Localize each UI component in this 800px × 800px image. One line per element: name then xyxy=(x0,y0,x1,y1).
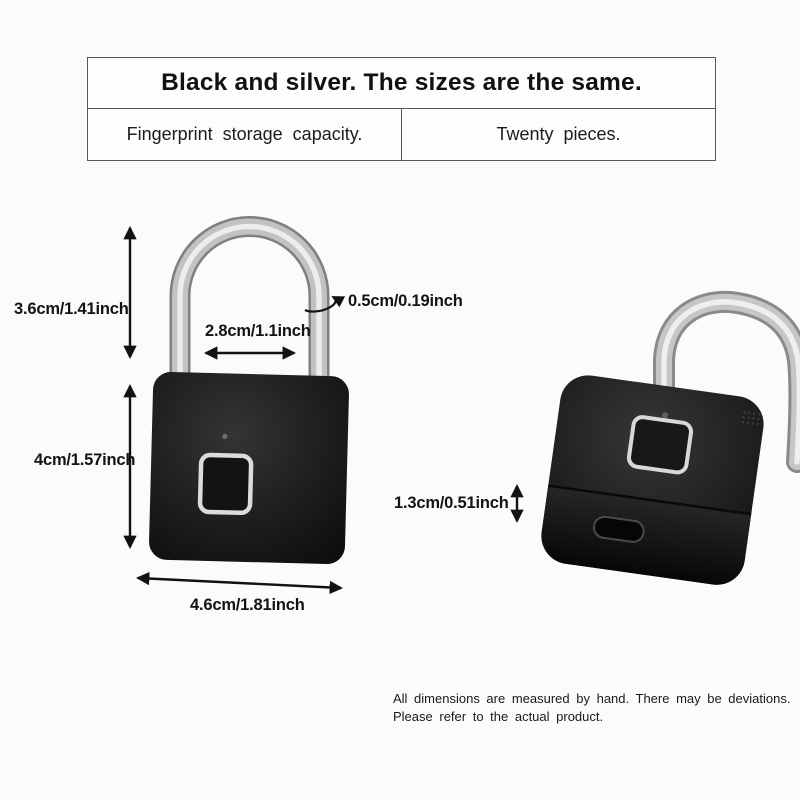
spec-cell-quantity: Twenty pieces. xyxy=(496,124,621,144)
fingerprint-sensor-front xyxy=(200,455,251,513)
label-body-width: 4.6cm/1.81inch xyxy=(190,596,305,614)
disclaimer-note xyxy=(393,690,791,726)
padlock-angled-view xyxy=(535,302,799,594)
fingerprint-sensor-angled xyxy=(628,416,692,474)
spec-table-row xyxy=(88,109,715,160)
label-shackle-height: 3.6cm/1.41inch xyxy=(14,300,129,318)
label-port-section-height: 1.3cm/0.51inch xyxy=(394,494,509,512)
shackle-front xyxy=(180,226,319,388)
label-shackle-thickness: 0.5cm/0.19inch xyxy=(348,292,463,310)
disclaimer-line-1: All dimensions are measured by hand. There may be deviations. xyxy=(393,691,791,706)
arrow-body-width xyxy=(138,578,341,588)
spec-table-header: Black and silver. The sizes are the same. xyxy=(88,58,715,109)
padlock-front-view xyxy=(149,226,350,564)
label-body-height: 4cm/1.57inch xyxy=(34,451,136,469)
spec-table xyxy=(87,57,716,161)
disclaimer-line-2: Please refer to the actual product. xyxy=(393,709,604,724)
label-shackle-inner-width: 2.8cm/1.1inch xyxy=(205,322,311,340)
spec-cell-capacity: Fingerprint storage capacity. xyxy=(88,109,402,160)
